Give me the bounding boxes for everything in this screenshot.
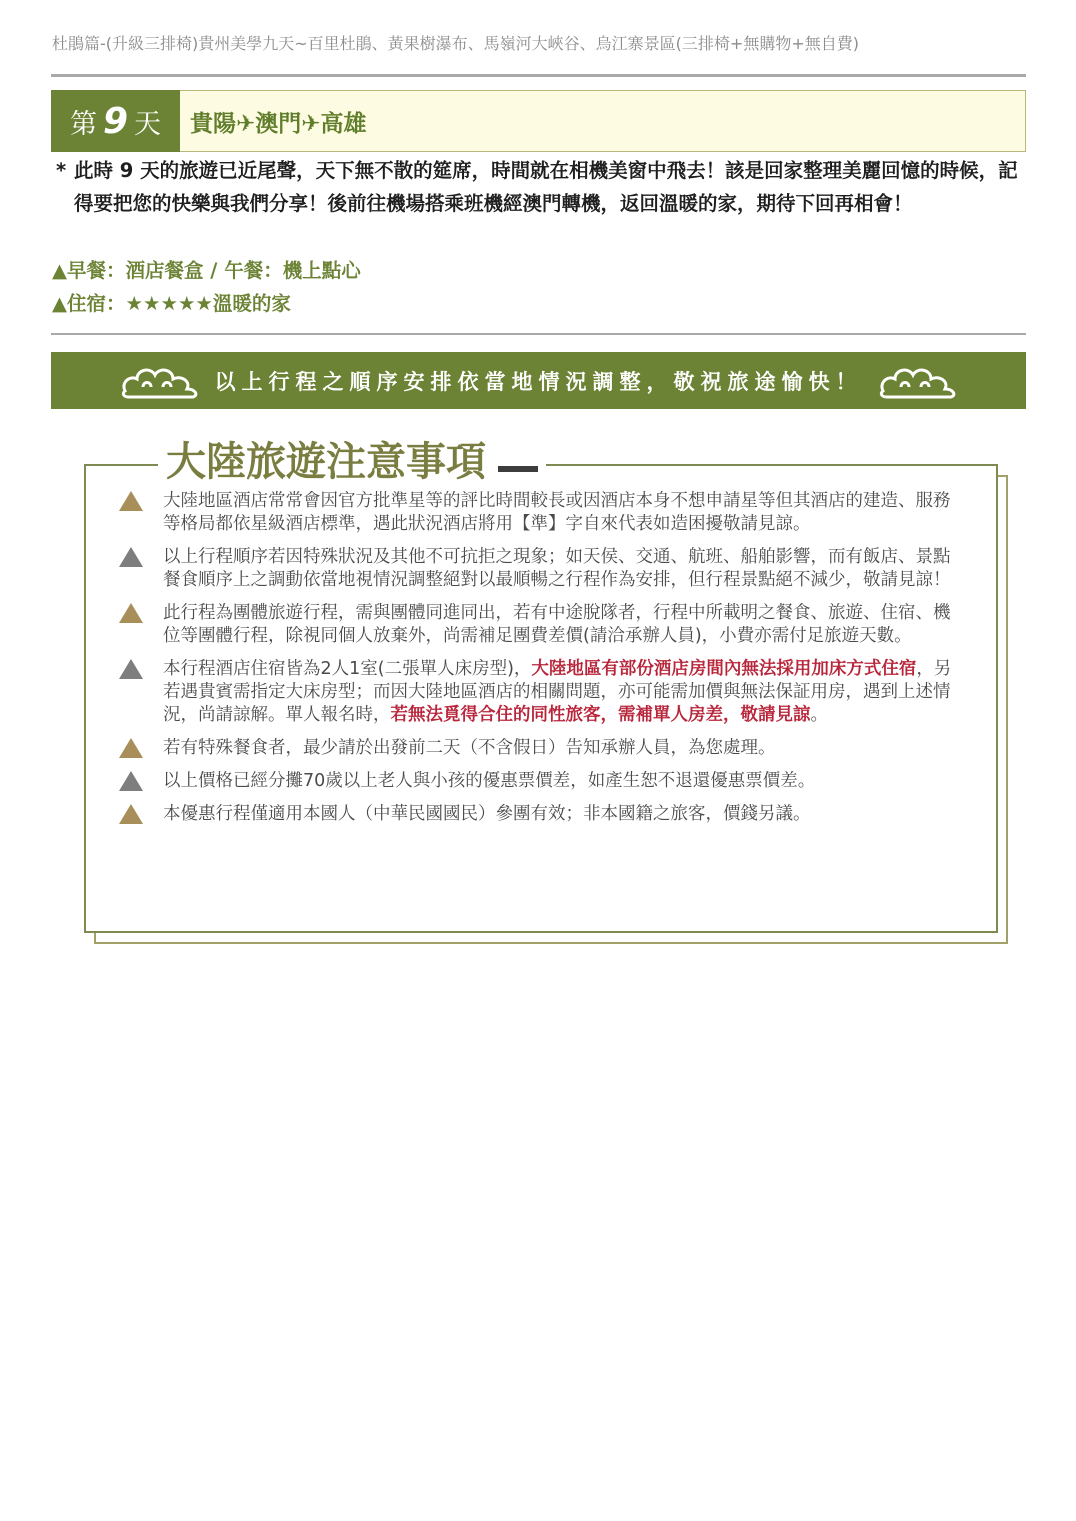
hotel-line: ▲住宿：★★★★★溫暖的家 <box>52 292 291 315</box>
notice-header <box>158 430 546 487</box>
banner-text: 以上行程之順序安排依當地情況調整，敬祝旅途愉快！ <box>214 369 863 394</box>
bullet-asterisk: * <box>56 159 67 182</box>
notice-item <box>119 602 959 648</box>
notice-item-text: 此行程為團體旅遊行程，需與團體同進同出，若有中途脫隊者，行程中所載明之餐食、旅遊、住宿、機位等團體行程，除視同個人放棄外，尚需補足團費差價(請洽承辦人員)，小費亦需付足旅遊天數。 <box>163 603 951 646</box>
notice-item <box>119 770 959 793</box>
notice-item-text: 以上價格已經分攤70歲以上老人與小孩的優惠票價差，如產生恕不退還優惠票價差。 <box>163 771 816 791</box>
document-title: 杜鵑篇-(升級三排椅)貴州美學九天~百里杜鵑、黃果樹瀑布、馬嶺河大峽谷、烏江寨景區(三排椅+無購物+無自費) <box>52 34 859 53</box>
notice-item <box>119 803 959 826</box>
triangle-icon <box>119 804 143 824</box>
triangle-icon <box>119 771 143 791</box>
notice-list <box>119 490 959 836</box>
notice-item <box>119 658 959 727</box>
triangle-icon <box>119 547 143 567</box>
day-badge <box>51 90 180 152</box>
notice-item-text: 大陸地區酒店常常會因官方批準星等的評比時間較長或因酒店本身不想申請星等但其酒店的建造、服務等格局都依星級酒店標準，遇此狀況酒店將用【準】字自來代表如造困擾敬請見諒。 <box>163 491 951 534</box>
itinerary-banner <box>51 352 1026 409</box>
notice-item-text-part: ，另若遇貴賓需指定大床房型；而因大陸地區酒店的相關問題，亦可能需加價與無法保証用房，遇到上述情況，尚請諒解。單人報名時， <box>163 659 952 725</box>
notice-item-text <box>163 658 959 727</box>
divider-top <box>51 74 1026 77</box>
day-suffix: 天 <box>134 108 162 140</box>
triangle-icon <box>119 659 143 679</box>
day-route: 貴陽✈澳門✈高雄 <box>180 90 1026 152</box>
notice-item-text-part: 本行程酒店住宿皆為2人1室(二張單人床房型)， <box>163 659 532 679</box>
meals-line: ▲早餐：酒店餐盒 / 午餐：機上點心 <box>52 259 361 282</box>
notice-item-text-part: 。 <box>810 705 828 725</box>
notice-title: 大陸旅遊注意事項 <box>166 439 486 485</box>
notice-item-highlight: 大陸地區有部份酒店房間內無法採用加床方式住宿 <box>531 659 917 679</box>
day-number: 9 <box>102 100 129 142</box>
day-description <box>56 154 1028 220</box>
triangle-icon <box>119 491 143 511</box>
cloud-left-icon <box>119 361 201 401</box>
notice-title-dash <box>498 466 538 472</box>
day-prefix: 第 <box>69 108 97 140</box>
notice-item-text: 以上行程順序若因特殊狀況及其他不可抗拒之現象；如天侯、交通、航班、船舶影響，而有飯店、景點餐食順序上之調動依當地視情況調整絕對以最順暢之行程作為安排，但行程景點絕不減少，敬請見諒！ <box>163 547 951 590</box>
notice-item-text: 若有特殊餐食者，最少請於出發前二天（不含假日）告知承辦人員，為您處理。 <box>163 738 776 758</box>
day-header <box>51 90 1026 152</box>
notice-item <box>119 490 959 536</box>
notice-item-text: 本優惠行程僅適用本國人（中華民國國民）參團有效；非本國籍之旅客，價錢另議。 <box>163 804 811 824</box>
notice-item <box>119 546 959 592</box>
notice-item <box>119 737 959 760</box>
cloud-right-icon <box>877 361 959 401</box>
notice-item-highlight: 若無法覓得合住的同性旅客，需補單人房差，敬請見諒 <box>390 705 811 725</box>
triangle-icon <box>119 738 143 758</box>
day-description-text: 此時 9 天的旅遊已近尾聲，天下無不散的筵席，時間就在相機美窗中飛去！該是回家整理美麗回憶的時候，記得要把您的快樂與我們分享！後前往機場搭乘班機經澳門轉機，返回溫暖的家，期待下回再相會！ <box>74 159 1018 215</box>
divider-middle <box>51 333 1026 335</box>
triangle-icon <box>119 603 143 623</box>
